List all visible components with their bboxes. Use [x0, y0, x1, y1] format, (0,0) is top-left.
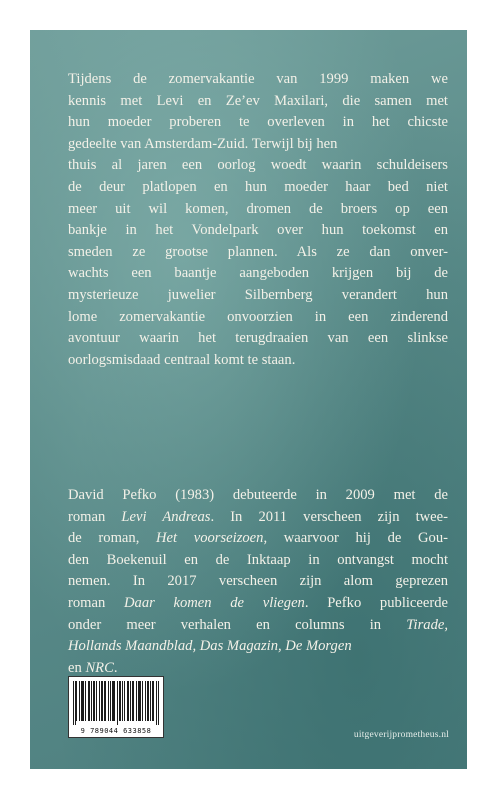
publication-nrc: NRC	[85, 659, 114, 676]
blurb-line: gedeelte van Amsterdam-Zuid. Terwijl bij hen	[68, 135, 338, 152]
barcode-bar	[153, 681, 154, 721]
barcode-bar	[93, 681, 94, 721]
author-bio-paragraph	[68, 485, 448, 679]
barcode-bar	[108, 681, 109, 721]
barcode-bar	[150, 681, 151, 721]
book-title-het-voorseizoen: Het voorseizoen	[156, 530, 264, 547]
bio-text: onder meer verhalen en columns in	[68, 616, 407, 633]
barcode-bar	[117, 681, 118, 725]
barcode-bar	[138, 681, 139, 721]
bio-line: David Pefko (1983) debuteerde in 2009 met de	[68, 487, 448, 503]
blurb-line: lome zomervakantie onvoorzien in een zinderend	[68, 308, 448, 325]
barcode-bar	[105, 681, 106, 721]
barcode-bar	[101, 681, 102, 721]
blurb-line: de deur platlopen en hun moeder haar bed niet	[68, 178, 448, 195]
barcode-bar	[94, 681, 95, 721]
barcode-bar	[96, 681, 97, 721]
barcode-bar	[73, 681, 74, 725]
bio-text: de roman,	[68, 530, 157, 547]
bio-text: .	[113, 659, 118, 676]
barcode-bar	[127, 681, 128, 721]
barcode-bar	[152, 681, 153, 721]
barcode-bar	[120, 681, 121, 721]
barcode-bar	[145, 681, 146, 721]
publisher-url: uitgeverijprometheus.nl	[353, 730, 449, 740]
blurb-line: smeden ze grootse plannen. Als ze dan onver-	[68, 243, 448, 260]
barcode-bar	[140, 681, 141, 721]
barcode-bar	[132, 681, 133, 721]
barcode-bar	[147, 681, 148, 721]
barcode-bar	[79, 681, 80, 721]
barcode-bar	[102, 681, 103, 721]
barcode-bar	[148, 681, 149, 721]
blurb-line: kennis met Levi en Ze’ev Maxilari, die samen met	[68, 92, 448, 109]
publication-list: Hollands Maandblad, Das Magazin, De Morgen	[68, 638, 352, 655]
bio-text: . In 2011 verscheen zijn twee-	[210, 508, 448, 525]
blurb-line: hun moeder proberen te overleven in het chicste	[68, 114, 448, 131]
barcode-bar	[122, 681, 123, 721]
blurb-line: avontuur waarin het terugdraaien van een slinkse	[68, 330, 448, 347]
barcode-bar	[142, 681, 143, 721]
book-title-daar-komen-de-vliegen: Daar komen de vliegen	[123, 594, 305, 611]
bio-text: roman	[68, 508, 122, 525]
barcode-bar	[81, 681, 82, 721]
blurb-line: oorlogsmisdaad centraal komt te staan.	[68, 351, 296, 368]
barcode-bar	[139, 681, 140, 721]
bio-text: en	[68, 659, 86, 676]
bio-line: den Boekenuil en de Inktaap in ontvangst mocht	[68, 551, 448, 568]
barcode-bar	[124, 681, 125, 721]
blurb-line: wachts een baantje aangeboden krijgen bij de	[68, 265, 448, 282]
barcode-bar	[76, 681, 77, 721]
isbn-number: 9 789044 633858	[80, 727, 152, 735]
barcode-bar	[99, 681, 100, 721]
barcode-bar	[89, 681, 90, 721]
blurb-paragraph	[68, 69, 448, 371]
bio-text: roman	[68, 594, 124, 611]
blurb-line: meer uit wil komen, dromen de broers op een	[68, 200, 448, 217]
barcode-bar	[75, 681, 76, 725]
blurb-line: Tijdens de zomervakantie van 1999 maken we	[68, 71, 448, 87]
blurb-line: mysterieuze juwelier Silbernberg verandert hun	[68, 286, 448, 303]
barcode-bar	[119, 681, 120, 721]
back-cover	[30, 30, 467, 769]
barcode-bar	[130, 681, 131, 721]
blurb-line: bankje in het Vondelpark over hun toekomst en	[68, 222, 448, 239]
bio-text: . Pefko publiceerde	[304, 594, 448, 611]
barcode-bar	[110, 681, 111, 721]
bio-text: , waarvoor hij de Gou-	[263, 530, 448, 547]
barcode-bars	[73, 681, 159, 725]
bio-line	[68, 528, 448, 550]
barcode-bar	[83, 681, 84, 721]
barcode-bar	[88, 681, 89, 721]
blurb-line: thuis al jaren een oorlog woedt waarin schuldeisers	[68, 157, 448, 174]
book-title-levi-andreas: Levi Andreas	[121, 508, 211, 525]
bio-line	[68, 615, 448, 637]
bio-line	[68, 636, 448, 658]
barcode-bar	[133, 681, 134, 721]
barcode-bar	[112, 681, 113, 721]
barcode-bar	[136, 681, 137, 721]
publication-tirade: Tirade,	[406, 616, 448, 633]
barcode-bar	[85, 681, 86, 721]
barcode-bar	[82, 681, 83, 721]
barcode-bar	[156, 681, 157, 725]
bio-line: nemen. In 2017 verscheen zijn alom geprezen	[68, 573, 448, 590]
bio-line	[68, 507, 448, 529]
barcode-bar	[114, 681, 115, 721]
barcode-bar	[113, 681, 114, 721]
barcode-bar	[128, 681, 129, 721]
barcode-bar	[104, 681, 105, 721]
barcode-bar	[91, 681, 92, 721]
barcode-bar	[158, 681, 159, 725]
isbn-barcode	[68, 676, 164, 738]
bio-line	[68, 593, 448, 615]
